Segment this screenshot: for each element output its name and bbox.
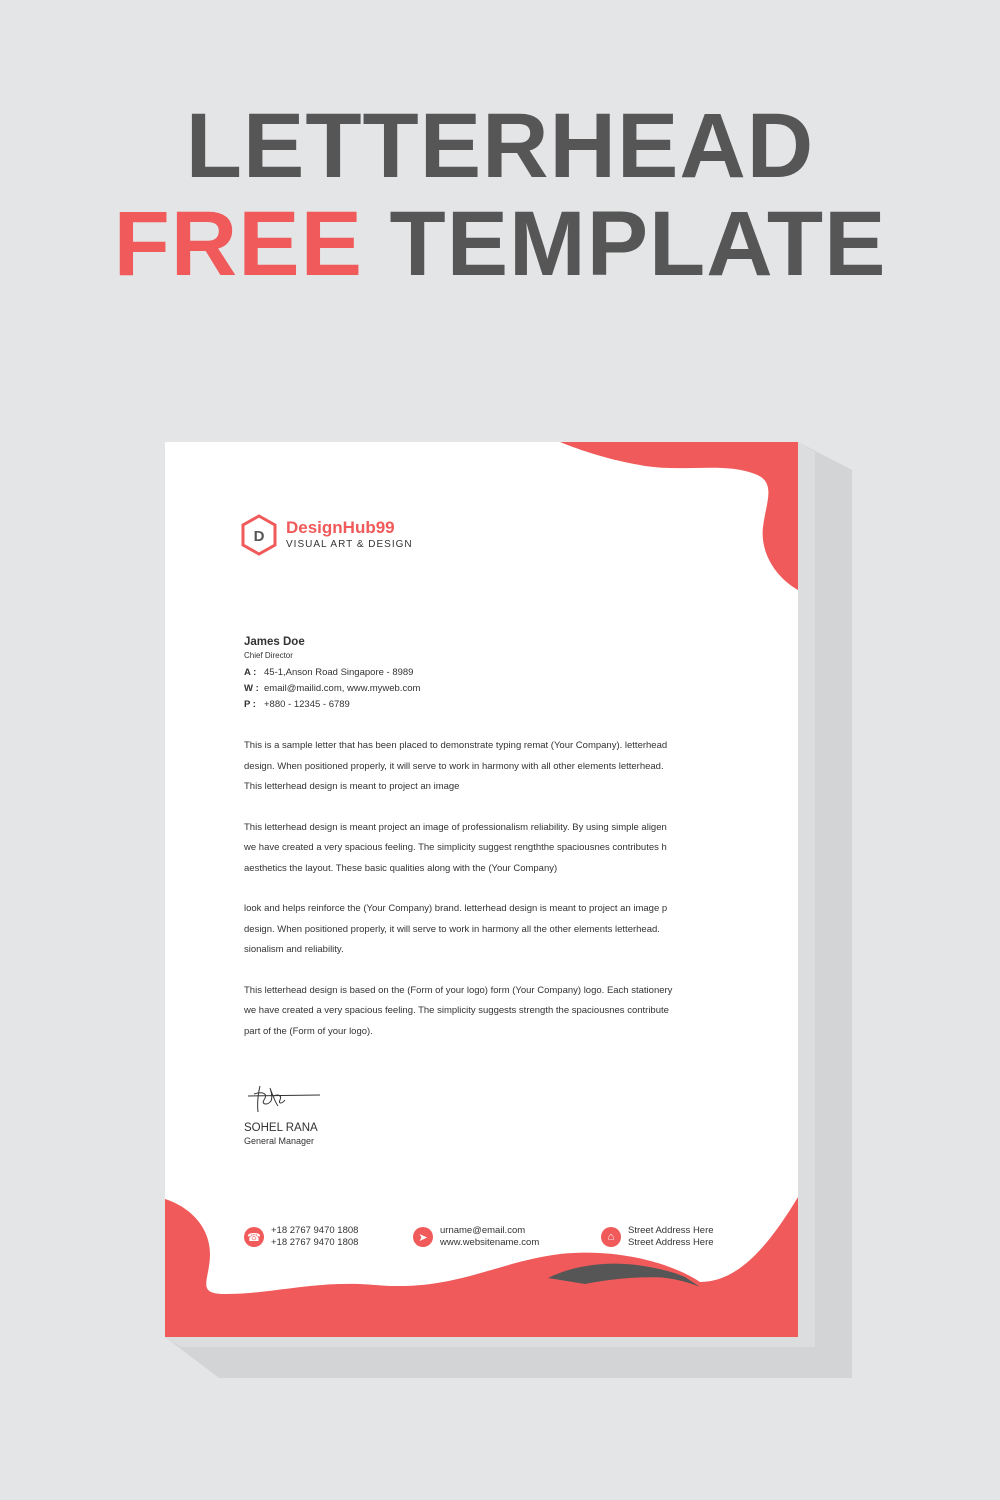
signatory-title: General Manager [244,1136,315,1146]
hexagon-logo-icon [240,514,278,556]
address-line-1: Street Address Here [628,1225,714,1236]
send-icon: ➤ [413,1227,433,1247]
paragraph-line: look and helps reinforce the (Your Company) brand. letterhead design is meant to project an image p [244,903,668,914]
address-line-2: Street Address Here [628,1237,714,1248]
paragraph [244,899,722,961]
email-line: urname@email.com [440,1225,526,1236]
sender-web: email@mailid.com, www.myweb.com [264,683,421,694]
sender-address: 45-1,Anson Road Singapore - 8989 [264,667,414,678]
signature-block [244,1082,324,1147]
phone-icon: ☎ [244,1227,264,1247]
sender-web-row: W : email@mailid.com, www.myweb.com [244,683,421,694]
paragraph-line: This letterhead design is based on the (Form of your logo) form (Your Company) logo. Each stationery [244,984,673,996]
signatory-name: SOHEL RANA [244,1122,318,1134]
footer-phone [244,1225,358,1249]
signature-image [244,1082,324,1116]
headline-line-2 [0,193,1000,295]
phone-line-2: +18 2767 9470 1808 [271,1237,359,1248]
paragraph-line: design. When positioned properly, it will serve to work in harmony all the other elements letterhead. [244,923,660,935]
paragraph-line: we have created a very spacious feeling. The simplicity suggests strength the spaciousnes contribute [244,1005,669,1016]
paragraph-line: This is a sample letter that has been placed to demonstrate typing remat (Your Company). letterhead [244,740,668,751]
logo-letter: D [253,528,265,545]
company-tagline: VISUAL ART & DESIGN [286,539,413,550]
letter-body [244,736,722,1062]
phone-label: P [244,699,251,710]
paragraph-line: This letterhead design is meant to project an image [244,781,460,792]
headline-template: TEMPLATE [362,193,887,295]
sender-block [244,634,420,713]
company-name: DesignHub99 [286,518,395,537]
paragraph-line: This letterhead design is meant project an image of professionalism reliability. By using simple aligen [244,821,667,833]
sender-name: James Doe [244,636,305,648]
headline-letterhead: LETTERHEAD [185,95,815,197]
headline-free: FREE [113,193,363,295]
website-line: www.websitename.com [440,1237,540,1248]
phone-line-1: +18 2767 9470 1808 [271,1225,359,1236]
sender-role: Chief Director [244,651,293,660]
paragraph-line: sionalism and reliability. [244,944,344,955]
paragraph-line: design. When positioned properly, it will serve to work in harmony with all other elements letterhead. [244,760,664,772]
address-label: A [244,667,251,678]
footer-address [601,1225,714,1249]
sender-phone-row: P : +880 - 12345 - 6789 [244,699,350,710]
company-logo [240,514,413,556]
paragraph-line: we have created a very spacious feeling. The simplicity suggest rengththe spaciousnes contributes h [244,842,667,853]
footer-email [413,1225,539,1249]
home-icon: ⌂ [601,1227,621,1247]
sender-address-row: A : 45-1,Anson Road Singapore - 8989 [244,667,414,678]
sender-phone: +880 - 12345 - 6789 [264,699,350,710]
paragraph-line: aesthetics the layout. These basic qualities along with the (Your Company) [244,862,558,874]
web-label: W [244,683,253,694]
paragraph-line: part of the (Form of your logo). [244,1025,373,1037]
paragraph [244,981,722,1043]
headline-line-1 [0,95,1000,197]
letterhead-sheet [165,442,798,1337]
paragraph [244,736,722,798]
paragraph [244,818,722,880]
